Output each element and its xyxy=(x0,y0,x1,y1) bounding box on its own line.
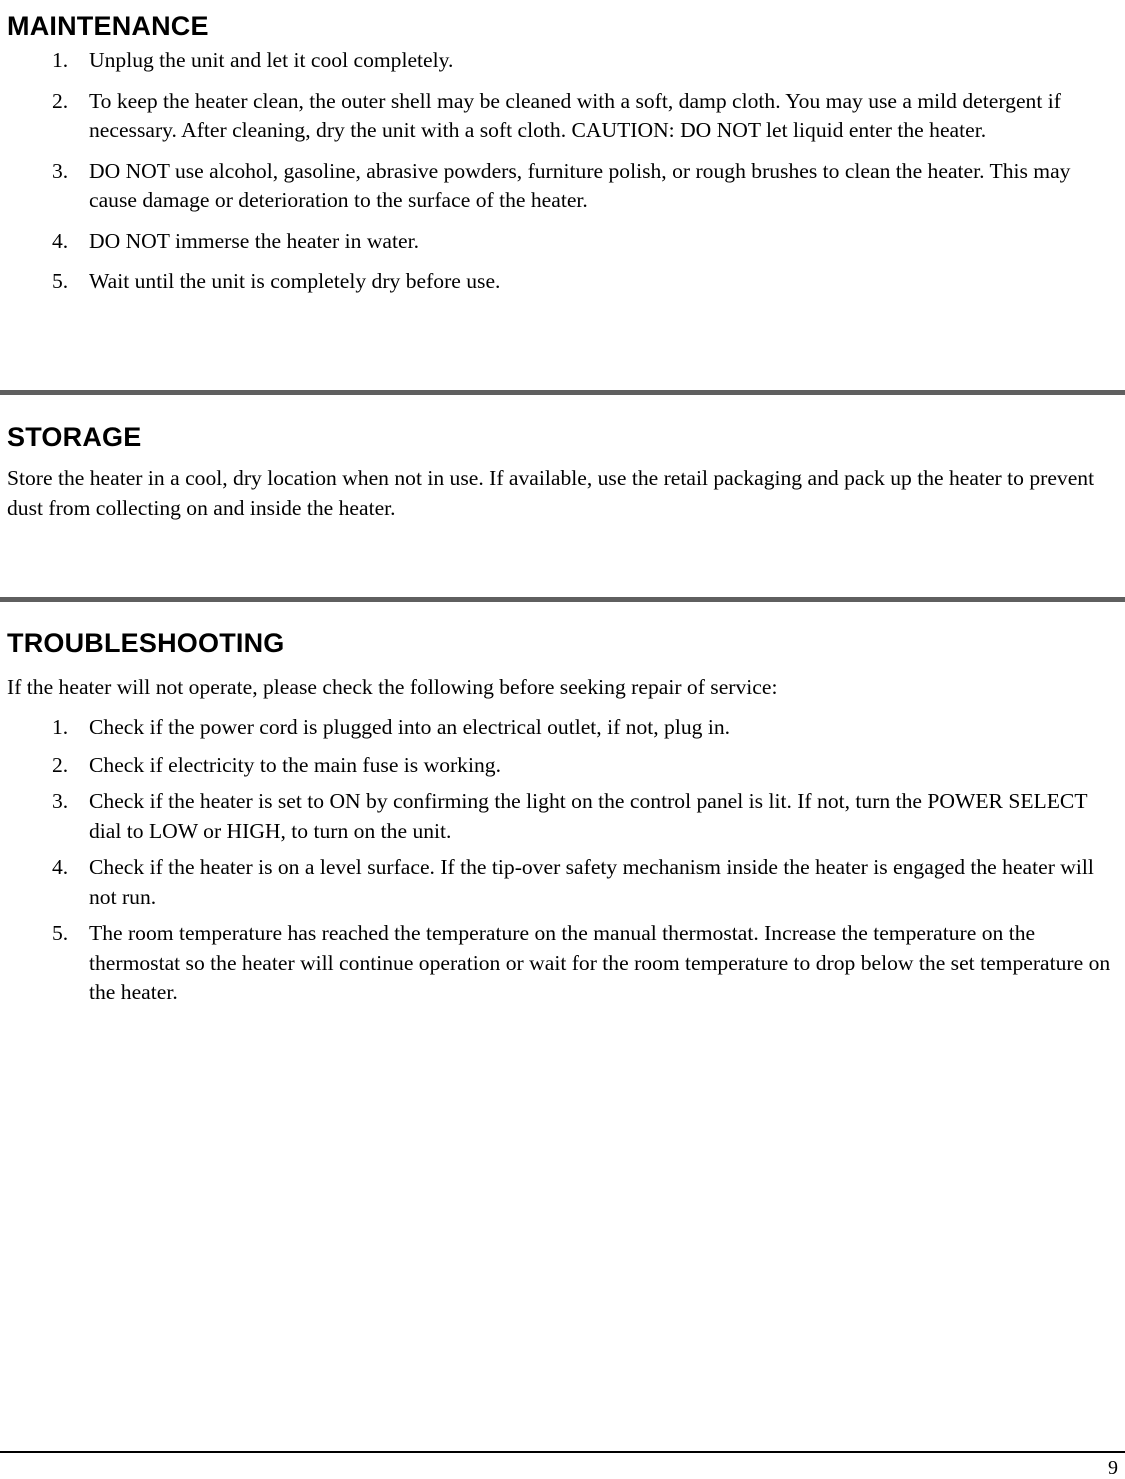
storage-text: Store the heater in a cool, dry location when not in use. If available, use the retail packaging and pack up the heater to prevent dust from collecting on and inside the heater. xyxy=(7,466,1095,520)
list-item xyxy=(0,157,1125,216)
footer-divider xyxy=(0,1451,1125,1453)
list-item-text: Check if electricity to the main fuse is working. xyxy=(89,752,501,777)
list-item-text: DO NOT use alcohol, gasoline, abrasive powders, furniture polish, or rough brushes to clean the heater. This may cause damage or deterioration to the surface of the heater. xyxy=(89,158,1071,212)
list-item xyxy=(0,853,1125,912)
list-item-number: 1. xyxy=(52,715,69,739)
troubleshooting-intro: If the heater will not operate, please check the following before seeking repair of service: xyxy=(7,675,778,699)
list-item-number: 5. xyxy=(52,269,69,293)
list-item-number: 4. xyxy=(52,855,69,879)
page-number: 9 xyxy=(1108,1457,1118,1479)
list-item-number: 3. xyxy=(52,789,69,813)
troubleshooting-heading: TROUBLESHOOTING xyxy=(7,628,285,658)
list-item-number: 2. xyxy=(52,88,69,113)
list-item xyxy=(0,787,1125,846)
list-item-text: Wait until the unit is completely dry before use. xyxy=(89,269,501,293)
storage-heading: STORAGE xyxy=(7,422,142,452)
list-item xyxy=(0,267,1125,297)
section-divider xyxy=(0,597,1125,602)
list-item-text: Check if the heater is on a level surface. If the tip-over safety mechanism inside the heater is engaged the heater will not run. xyxy=(89,855,1094,909)
troubleshooting-list xyxy=(0,713,1125,1008)
maintenance-list xyxy=(0,46,1125,297)
maintenance-heading: MAINTENANCE xyxy=(7,11,209,41)
list-item-number: 4. xyxy=(52,228,69,253)
list-item-number: 5. xyxy=(52,921,69,945)
list-item xyxy=(0,713,1125,743)
list-item-text: DO NOT immerse the heater in water. xyxy=(89,228,420,253)
list-item-number: 3. xyxy=(52,158,69,183)
list-item xyxy=(0,46,1125,76)
list-item xyxy=(0,87,1125,146)
list-item-text: The room temperature has reached the temperature on the manual thermostat. Increase the temperature on the thermostat so the heater will continue operation or wait for the room temperature to drop below the set temperature on the heater. xyxy=(89,921,1111,1004)
section-divider xyxy=(0,390,1125,395)
list-item-number: 2. xyxy=(52,752,69,777)
list-item-text: Check if the power cord is plugged into an electrical outlet, if not, plug in. xyxy=(89,715,731,739)
list-item-number: 1. xyxy=(52,48,69,72)
list-item xyxy=(0,919,1125,1008)
list-item-text: To keep the heater clean, the outer shell may be cleaned with a soft, damp cloth. You may use a mild detergent if necessary. After cleaning, dry the unit with a soft cloth. CAUTION: DO NOT let liquid enter the heater. xyxy=(89,88,1061,142)
list-item-text: Unplug the unit and let it cool completely. xyxy=(89,48,454,72)
list-item xyxy=(0,751,1125,781)
list-item-text: Check if the heater is set to ON by confirming the light on the control panel is lit. If not, turn the POWER SELECT dial to LOW or HIGH, to turn on the unit. xyxy=(89,789,1088,843)
list-item xyxy=(0,227,1125,257)
